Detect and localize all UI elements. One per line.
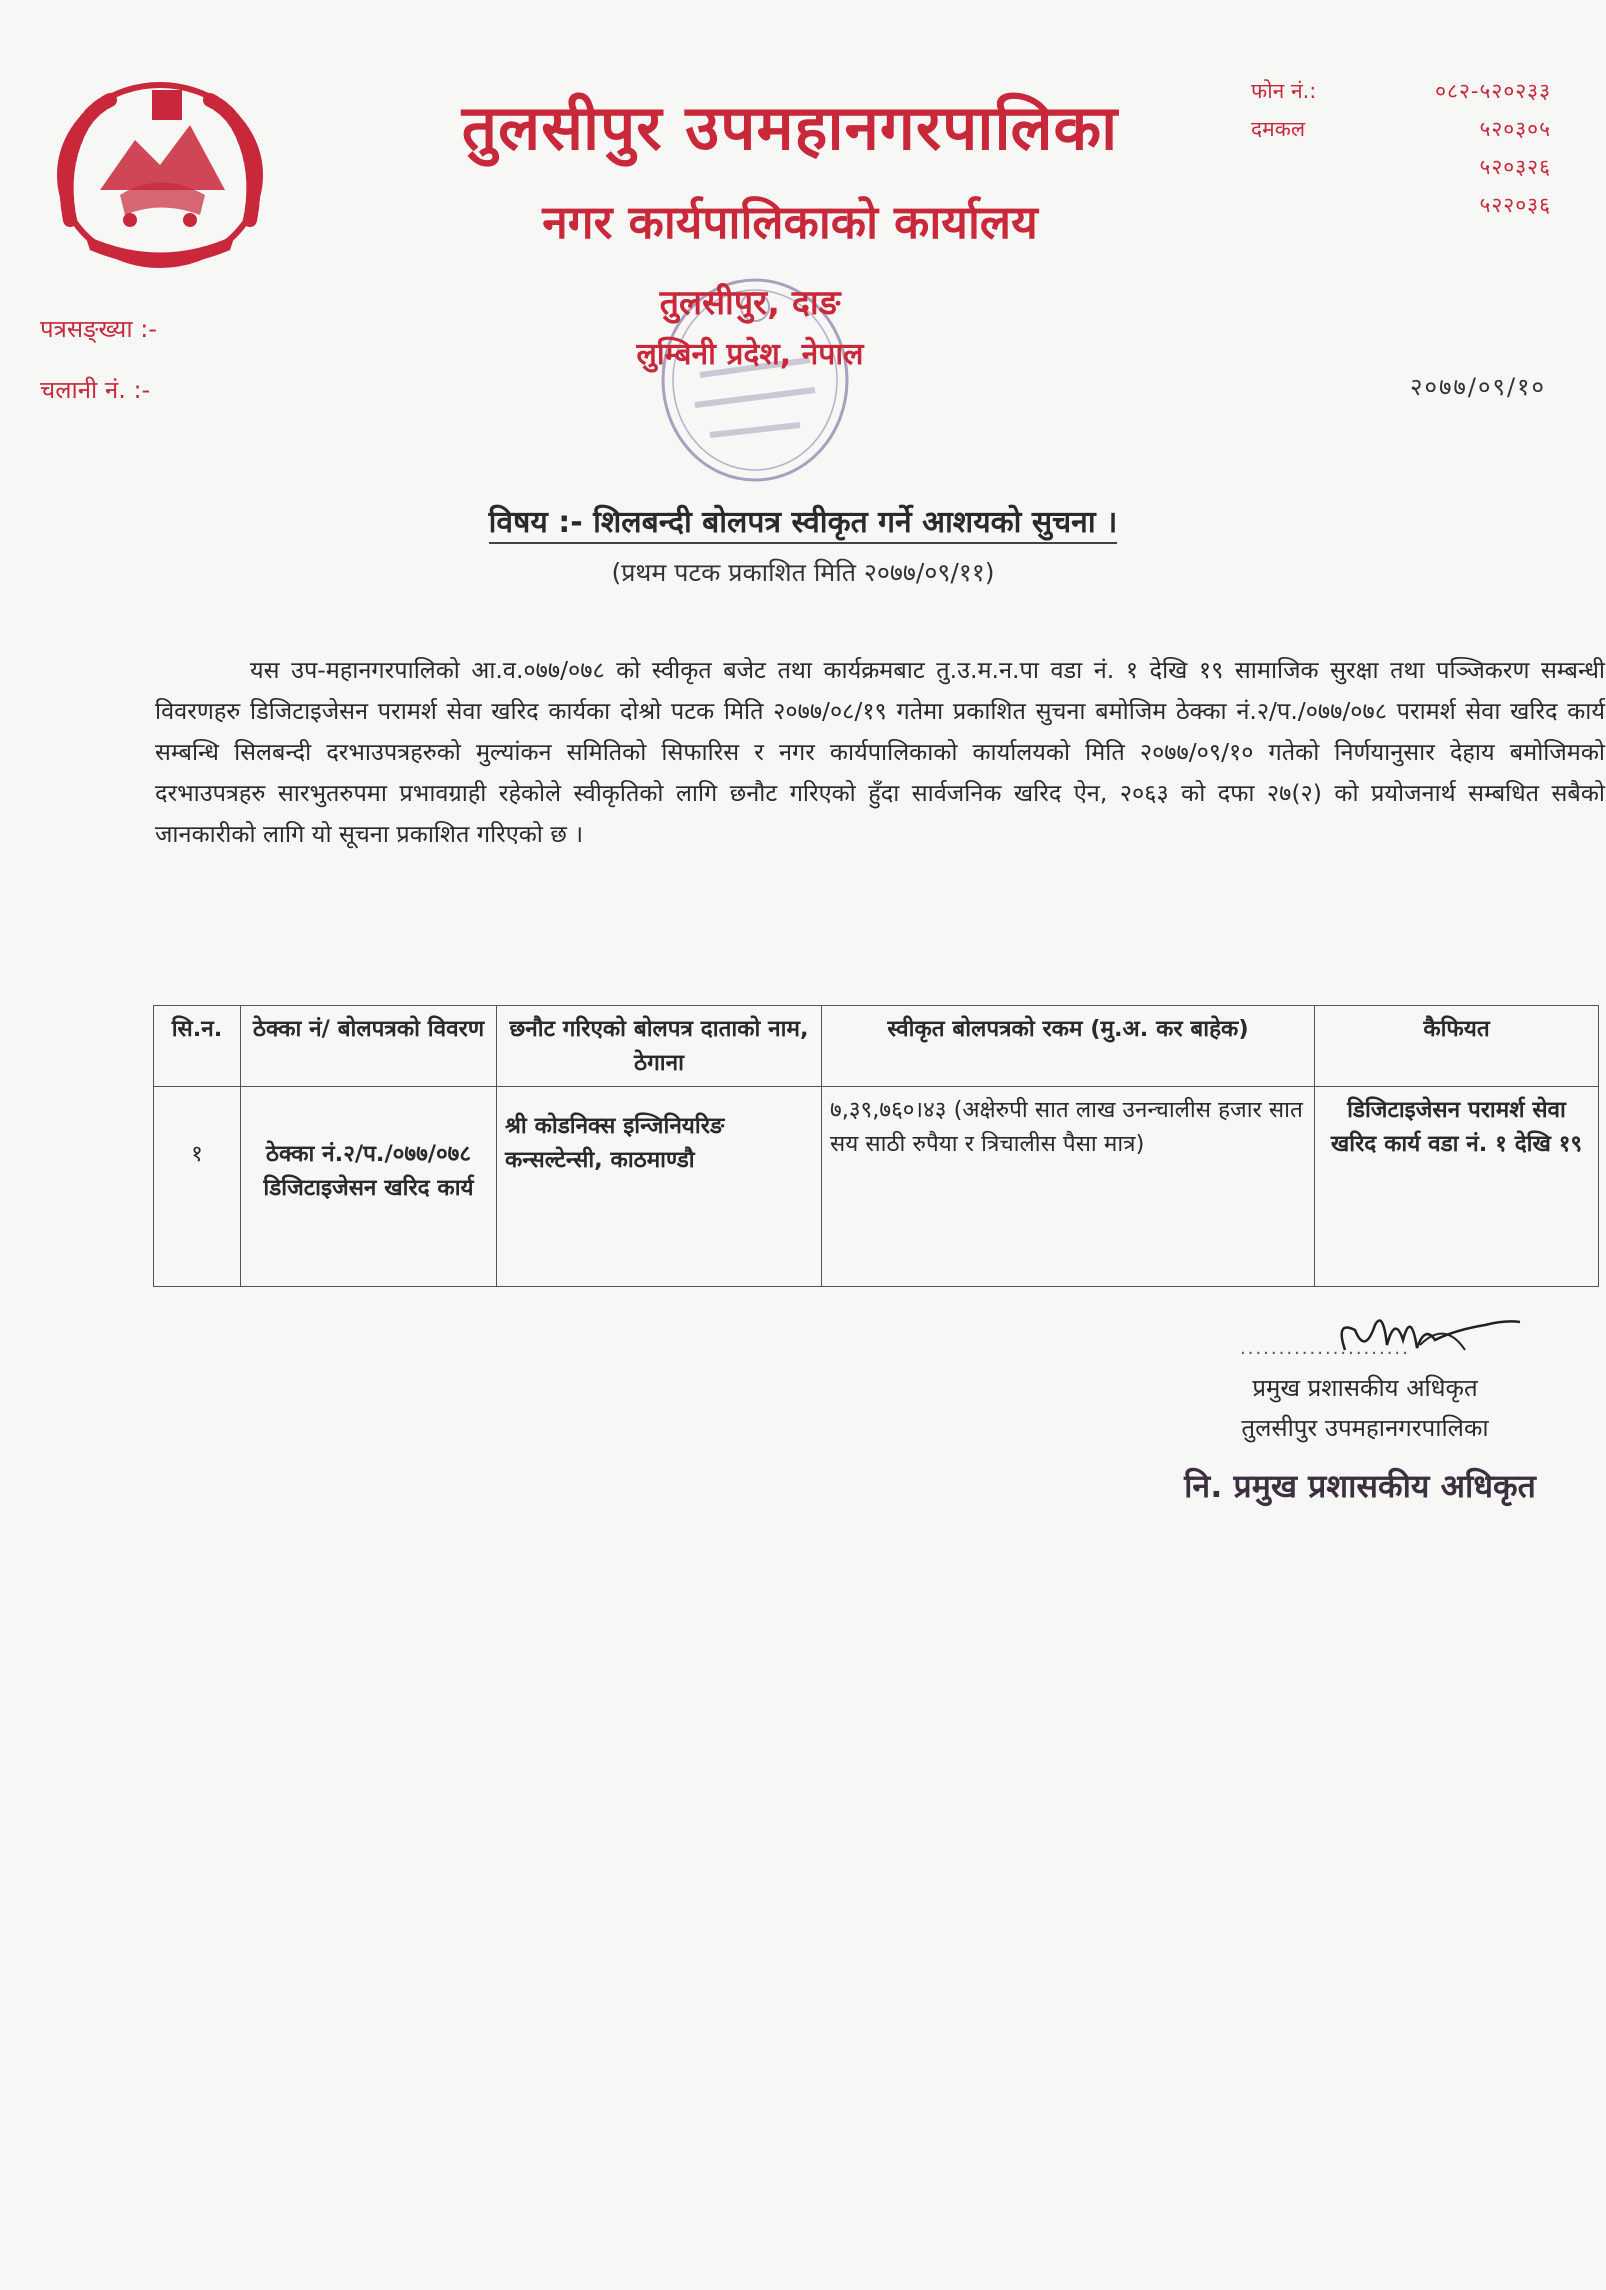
extra-number-1: ५२०३२६ xyxy=(1479,155,1551,179)
letterhead-title: तुलसीपुर उपमहानगरपालिका xyxy=(461,91,1119,164)
nepal-emblem-icon xyxy=(40,70,280,280)
publication-date: (प्रथम पटक प्रकाशित मिति २०७७/०९/११) xyxy=(611,558,995,587)
officer-stamp-text: नि. प्रमुख प्रशासकीय अधिकृत xyxy=(1184,1467,1536,1505)
phone-row xyxy=(1251,72,1551,110)
phone-label: फोन नं.: xyxy=(1251,79,1317,103)
col-header-amount: स्वीकृत बोलपत्रको रकम (मु.अ. कर बाहेक) xyxy=(822,1006,1315,1087)
letterhead-subtitle: नगर कार्यपालिकाको कार्यालय xyxy=(542,195,1038,249)
fire-row xyxy=(1251,110,1551,148)
province-line: लुम्बिनी प्रदेश, नेपाल xyxy=(636,337,864,372)
extra-number-2: ५२२०३६ xyxy=(1479,193,1551,217)
cell-remarks: डिजिटाइजेसन परामर्श सेवा खरिद कार्य वडा नं. १ देखि १९ xyxy=(1315,1087,1599,1287)
city-line: तुलसीपुर, दाङ xyxy=(659,283,841,323)
signatory-office: तुलसीपुर उपमहानगरपालिका xyxy=(1241,1414,1489,1442)
subject-line xyxy=(0,500,1606,541)
col-header-sn: सि.न. xyxy=(154,1006,241,1087)
signatory-title: प्रमुख प्रशासकीय अधिकृत xyxy=(1252,1374,1478,1402)
col-header-contract: ठेक्का नं/ बोलपत्रको विवरण xyxy=(241,1006,497,1087)
fire-number: ५२०३०५ xyxy=(1479,117,1551,141)
dispatch-number-label: चलानी नं. :- xyxy=(40,376,151,404)
letter-number-label: पत्रसङ्ख्या :- xyxy=(40,315,157,343)
col-header-remarks: कैफियत xyxy=(1315,1006,1599,1087)
table-header-row xyxy=(154,1006,1599,1087)
signature-line: ...................... xyxy=(1240,1338,1410,1359)
contact-block xyxy=(1251,72,1551,224)
col-header-bidder: छनौट गरिएको बोलपत्र दाताको नाम, ठेगाना xyxy=(497,1006,822,1087)
cell-amount: ७,३९,७६०।४३ (अक्षेरुपी सात लाख उनन्चालीस हजार सात सय साठी रुपैया र त्रिचालीस पैसा मात्र) xyxy=(822,1087,1315,1287)
phone-number: ०८२-५२०२३३ xyxy=(1435,79,1551,103)
selected-bid-table xyxy=(153,1005,1599,1287)
signatory-block xyxy=(1195,1368,1535,1448)
handwritten-signature xyxy=(1325,1300,1525,1370)
table-row xyxy=(154,1087,1599,1287)
letter-date: २०७७/०९/१० xyxy=(1409,373,1546,401)
extra-row-1 xyxy=(1251,148,1551,186)
cell-bidder: श्री कोडनिक्स इन्जिनियरिङ कन्सल्टेन्सी, काठमाण्डौ xyxy=(497,1087,822,1287)
fire-label: दमकल xyxy=(1251,117,1306,141)
subject-text: विषय :- शिलबन्दी बोलपत्र स्वीकृत गर्ने आशयको सुचना । xyxy=(489,505,1118,544)
extra-row-2 xyxy=(1251,186,1551,224)
body-paragraph: यस उप-महानगरपालिको आ.व.०७७/०७८ को स्वीकृत बजेट तथा कार्यक्रमबाट तु.उ.म.न.पा वडा नं. १ देखि १९ सामाजिक सुरक्षा तथा पञ्जिकरण सम्बन्धी विवरणहरु डिजिटाइजेसन परामर्श सेवा खरिद कार्यका दोश्रो पटक मिति २०७७/०८/१९ गतेमा प्रकाशित सुचना बमोजिम ठेक्का नं.२/प./०७७/०७८ परामर्श सेवा खरिद कार्य सम्बन्धि सिलबन्दी दरभाउपत्रहरुको मुल्यांकन समितिको सिफारिस र नगर कार्यपालिकाको कार्यालयको मिति २०७७/०९/१० गतेको निर्णयानुसार देहाय बमोजिमको दरभाउपत्रहरु सारभुतरुपमा प्रभावग्राही रहेकोले स्वीकृतिको लागि छनौट गरिएको हुँदा सार्वजनिक खरिद ऐन, २०६३ को दफा २७(२) को प्रयोजनार्थ सम्बधित सबैको जानकारीको लागि यो सूचना प्रकाशित गरिएको छ । xyxy=(155,656,1605,848)
cell-contract: ठेक्का नं.२/प./०७७/०७८ डिजिटाइजेसन खरिद कार्य xyxy=(241,1087,497,1287)
notice-body xyxy=(155,650,1605,855)
cell-sn: १ xyxy=(154,1087,241,1287)
